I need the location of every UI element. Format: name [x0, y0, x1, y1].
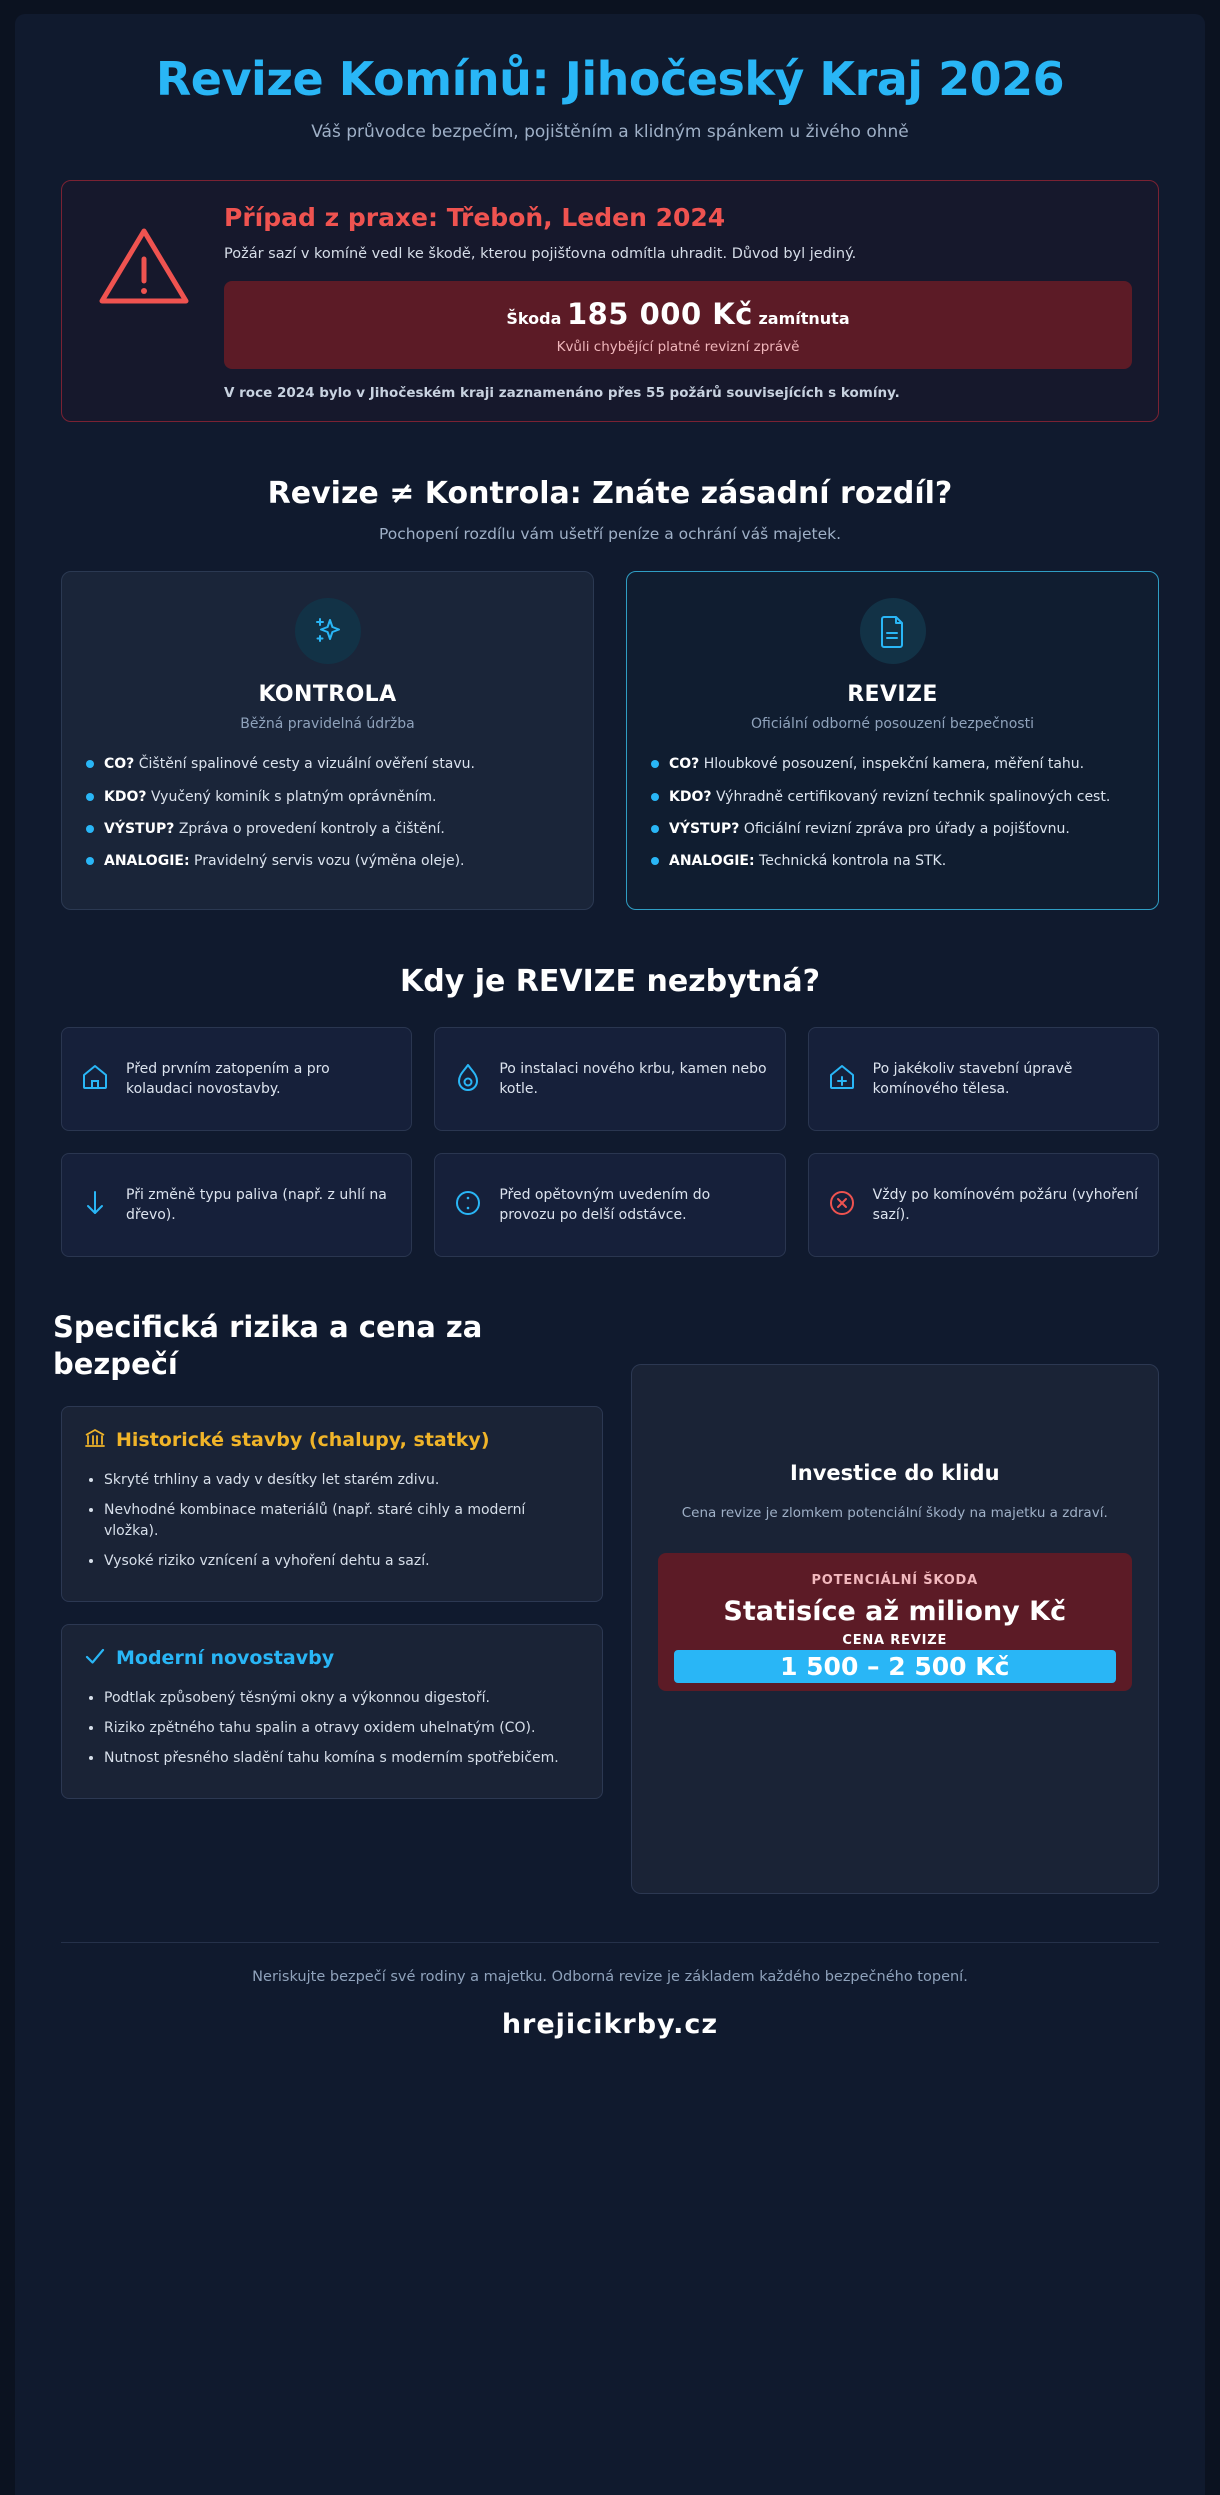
- card-kontrola-title: KONTROLA: [258, 682, 397, 708]
- item-label: KDO?: [669, 788, 712, 805]
- warning-triangle-icon: [88, 203, 200, 307]
- revision-price-label: CENA REVIZE: [842, 1632, 948, 1648]
- bullet-icon: [86, 793, 94, 801]
- risk-title-text: Moderní novostavby: [116, 1647, 335, 1670]
- case-study-body: [224, 203, 1132, 402]
- clock-icon: [453, 1188, 483, 1222]
- risk-card-historic: [61, 1406, 603, 1602]
- item-text: Vyučený kominík s platným oprávněním.: [150, 788, 437, 805]
- risk-list-modern: [104, 1688, 580, 1769]
- when-card-1: [61, 1027, 412, 1131]
- page-subtitle: Váš průvodce bezpečím, pojištěním a klidným spánkem u živého ohně: [311, 121, 909, 142]
- item-text: Čištění spalinové cesty a vizuální ověření stavu.: [138, 756, 475, 773]
- risk-list-historic: [104, 1470, 580, 1572]
- footnote-strong: 55 požárů: [646, 385, 722, 402]
- bullet-icon: [86, 825, 94, 833]
- damage-prefix: Škoda: [506, 309, 562, 329]
- list-item: • Podtlak způsobený těsnými okny a výkonnou digestoří.: [104, 1688, 580, 1709]
- list-item: • Skryté trhliny a vady v desítky let starém zdivu.: [104, 1470, 580, 1491]
- revision-price-value: 1 500 – 2 500 Kč: [674, 1650, 1116, 1683]
- item-label: CO?: [104, 756, 135, 773]
- home-icon: [80, 1062, 110, 1096]
- price-comparison-box: [658, 1553, 1132, 1690]
- bullet-icon: [651, 857, 659, 865]
- footer-divider: [61, 1942, 1159, 1943]
- when-card-text: Vždy po komínovém požáru (vyhoření sazí).: [872, 1187, 1138, 1224]
- card-revize-title: REVIZE: [847, 682, 938, 708]
- card-revize: [626, 571, 1159, 910]
- risk-card-modern-title: [84, 1645, 580, 1672]
- list-item: [651, 754, 1134, 774]
- case-study-card: [61, 180, 1159, 423]
- investment-subtitle: Cena revize je zlomkem potenciální škody na majetku a zdraví.: [681, 1504, 1108, 1521]
- risks-section-title: Specifická rizika a cena za bezpečí: [53, 1310, 483, 1381]
- when-card-5: [434, 1153, 785, 1257]
- when-card-2: [434, 1027, 785, 1131]
- damage-amount: 185 000 Kč: [566, 297, 753, 332]
- risk-title-text: Historické stavby (chalupy, statky): [116, 1429, 490, 1452]
- item-label: ANALOGIE:: [669, 853, 755, 870]
- list-item: [86, 819, 569, 839]
- risk-card-modern: [61, 1624, 603, 1799]
- when-card-3: [808, 1027, 1159, 1131]
- risks-left-column: [61, 1406, 603, 1821]
- footer-brand: hrejicikrby.cz: [501, 2008, 719, 2040]
- card-revize-list: [651, 754, 1134, 871]
- item-label: CO?: [669, 756, 700, 773]
- list-item: [86, 754, 569, 774]
- bullet-icon: [86, 760, 94, 768]
- infographic-page: [15, 14, 1205, 2495]
- card-kontrola-list: [86, 754, 569, 871]
- sparkles-icon: [295, 598, 361, 664]
- page-header: [15, 14, 1205, 152]
- card-kontrola: [61, 571, 594, 910]
- item-label: KDO?: [104, 788, 147, 805]
- item-text: Oficiální revizní zpráva pro úřady a pojišťovnu.: [743, 820, 1070, 837]
- risk-card-historic-title: [84, 1427, 580, 1454]
- list-item: • Nutnost přesného sladění tahu komína s moderním spotřebičem.: [104, 1748, 580, 1769]
- bullet-icon: [651, 760, 659, 768]
- footer-note: Neriskujte bezpečí své rodiny a majetku. Odborná revize je základem každého bezpečného topení.: [252, 1968, 968, 1985]
- when-grid: [61, 1027, 1159, 1257]
- list-item: [651, 819, 1134, 839]
- when-card-text: Po jakékoliv stavební úpravě komínového tělesa.: [872, 1061, 1073, 1098]
- footnote-pre: V roce 2024 bylo v Jihočeském kraji zaznamenáno přes: [224, 385, 647, 402]
- damage-note: Kvůli chybějící platné revizní zprávě: [556, 339, 800, 356]
- bullet-icon: [86, 857, 94, 865]
- list-item: [86, 851, 569, 871]
- bullet-icon: [651, 825, 659, 833]
- investment-title: Investice do klidu: [789, 1460, 1000, 1485]
- item-text: Technická kontrola na STK.: [759, 853, 947, 870]
- potential-damage-value: Statisíce až miliony Kč: [723, 1596, 1067, 1628]
- list-item: [86, 787, 569, 807]
- when-card-4: [61, 1153, 412, 1257]
- list-item: • Vysoké riziko vznícení a vyhoření dehtu a sazí.: [104, 1551, 580, 1572]
- home-tools-icon: [827, 1062, 857, 1096]
- when-card-text: Při změně typu paliva (např. z uhlí na dřevo).: [126, 1187, 387, 1224]
- x-circle-icon: [827, 1188, 857, 1222]
- bank-icon: [84, 1427, 106, 1454]
- when-card-6: [808, 1153, 1159, 1257]
- when-card-text: Před prvním zatopením a pro kolaudaci novostavby.: [126, 1061, 330, 1098]
- flame-icon: [453, 1062, 483, 1096]
- arrow-down-icon: [80, 1188, 110, 1222]
- when-card-text: Před opětovným uvedením do provozu po delší odstávce.: [499, 1187, 711, 1224]
- case-study-title: Případ z praxe: Třeboň, Leden 2024: [224, 202, 726, 232]
- item-text: Hloubkové posouzení, inspekční kamera, měření tahu.: [703, 756, 1085, 773]
- card-revize-subtitle: Oficiální odborné posouzení bezpečnosti: [751, 716, 1034, 733]
- when-card-text: Po instalaci nového krbu, kamen nebo kotle.: [499, 1061, 767, 1098]
- list-item: • Riziko zpětného tahu spalin a otravy oxidem uhelnatým (CO).: [104, 1718, 580, 1739]
- item-text: Zpráva o provedení kontroly a čištění.: [178, 820, 445, 837]
- damage-box: [224, 281, 1132, 369]
- document-icon: [860, 598, 926, 664]
- item-label: VÝSTUP?: [669, 820, 740, 837]
- investment-panel: [631, 1364, 1159, 1894]
- card-kontrola-subtitle: Běžná pravidelná údržba: [240, 716, 415, 733]
- when-section-title: Kdy je REVIZE nezbytná?: [400, 964, 820, 1000]
- item-text: Pravidelný servis vozu (výměna oleje).: [194, 853, 465, 870]
- risks-wrapper: [61, 1382, 1159, 1894]
- footnote-post: souvisejících s komíny.: [721, 385, 900, 402]
- list-item: • Nevhodné kombinace materiálů (např. staré cihly a moderní vložka).: [104, 1500, 580, 1542]
- list-item: [651, 851, 1134, 871]
- page-title: Revize Komínů: Jihočeský Kraj 2026: [155, 52, 1065, 106]
- compare-cards: [61, 571, 1159, 910]
- list-item: [651, 787, 1134, 807]
- potential-damage-label: POTENCIÁLNÍ ŠKODA: [811, 1573, 979, 1589]
- damage-suffix: zamítnuta: [758, 309, 850, 329]
- case-study-footnote: [224, 385, 1132, 401]
- item-label: ANALOGIE:: [104, 853, 190, 870]
- case-study-text: Požár sazí v komíně vedl ke škodě, kterou pojišťovna odmítla uhradit. Důvod byl jediný.: [224, 245, 857, 262]
- compare-section-title: Revize ≠ Kontrola: Znáte zásadní rozdíl?: [267, 476, 953, 512]
- check-icon: [84, 1645, 106, 1672]
- bullet-icon: [651, 793, 659, 801]
- item-text: Výhradně certifikovaný revizní technik spalinových cest.: [715, 788, 1111, 805]
- compare-section-subtitle: Pochopení rozdílu vám ušetří peníze a ochrání váš majetek.: [378, 525, 842, 544]
- item-label: VÝSTUP?: [104, 820, 175, 837]
